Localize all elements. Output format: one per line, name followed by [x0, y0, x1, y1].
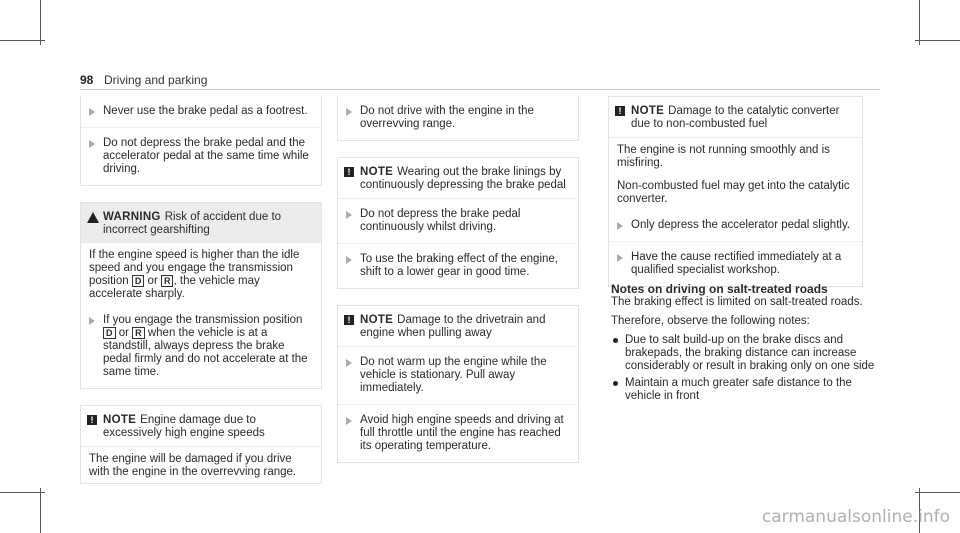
crop-mark — [0, 40, 45, 41]
list-item: Do not depress the brake pedal continuously whilst driving. — [338, 199, 578, 243]
section-title: Driving and parking — [104, 73, 208, 87]
list-item: Do not warm up the engine while the vehicle is stationary. Pull away immediately. — [338, 347, 578, 404]
list-item: Due to salt build-up on the brake discs and brakepads, the braking distance can increase considerably or result in braking only on one side — [611, 334, 876, 373]
paragraph: Therefore, observe the following notes: — [611, 315, 810, 327]
header-divider — [80, 89, 880, 90]
arrow-bullet-icon — [346, 108, 352, 116]
gear-d-symbol: D — [132, 275, 145, 287]
gear-r-symbol: R — [132, 327, 145, 339]
list-item: Have the cause rectified immediately at a qualified specialist workshop. — [609, 241, 862, 286]
arrow-bullet-icon — [346, 417, 352, 425]
list-item: Do not drive with the engine in the overrevving range. — [338, 96, 578, 140]
arrow-bullet-icon — [617, 254, 623, 262]
crop-mark — [40, 488, 41, 533]
crop-mark — [915, 40, 960, 41]
paragraph: The braking effect is limited on salt-treated roads. — [611, 296, 863, 308]
note-header: ! NOTE Damage to the catalytic converter due to non-combusted fuel — [609, 97, 862, 138]
warning-body: If the engine speed is higher than the idle speed and you engage the transmission position D or R , the vehicle may accelerate sharply. — [89, 249, 300, 300]
list-item: Maintain a much greater safe distance to the vehicle in front — [611, 377, 876, 403]
list-item: Never use the brake pedal as a footrest. — [81, 96, 321, 127]
exclamation-icon: ! — [615, 106, 625, 116]
note-box — [337, 305, 579, 463]
arrow-bullet-icon — [617, 222, 623, 230]
bullet-dot-icon — [613, 338, 618, 343]
note-header: ! NOTE Wearing out the brake linings by continuously depressing the brake pedal — [338, 158, 578, 199]
bullet-dot-icon — [613, 381, 618, 386]
warning-header: WARNING Risk of accident due to incorrect gearshifting — [81, 203, 321, 243]
watermark: carmanualsonline.info — [761, 507, 950, 527]
exclamation-icon: ! — [87, 415, 97, 425]
arrow-bullet-icon — [346, 211, 352, 219]
note-box — [337, 157, 579, 289]
warning-box — [80, 202, 322, 389]
note-body: The engine will be damaged if you drive with the engine in the overrevving range. — [89, 453, 297, 478]
note-box — [80, 405, 322, 484]
note-box — [608, 96, 863, 287]
section-heading: Notes on driving on salt-treated roads — [611, 282, 828, 296]
page-number: 98 — [80, 73, 94, 87]
list-item: Only depress the accelerator pedal slightly. — [609, 210, 862, 241]
column-2 — [337, 96, 579, 479]
arrow-bullet-icon — [346, 256, 352, 264]
crop-mark — [915, 492, 960, 493]
salt-roads-section — [611, 283, 876, 407]
bullet-box — [80, 96, 322, 186]
list-item: If you engage the transmission position D or R when the vehicle is at a standstill, always depress the brake pedal firmly and do not accelerate at the same time. — [81, 305, 321, 388]
gear-r-symbol: R — [161, 275, 174, 287]
crop-mark — [919, 0, 920, 45]
note-header: ! NOTE Damage to the drivetrain and engine when pulling away — [338, 306, 578, 347]
note-body: Non-combusted fuel may get into the catalytic converter. — [617, 180, 850, 205]
exclamation-icon: ! — [344, 315, 354, 325]
list-item: Do not depress the brake pedal and the accelerator pedal at the same time while driving. — [81, 127, 321, 185]
list-item: Avoid high engine speeds and driving at full throttle until the engine has reached its operating temperature. — [338, 404, 578, 462]
arrow-bullet-icon — [89, 108, 95, 116]
column-3 — [608, 96, 863, 303]
crop-mark — [0, 492, 45, 493]
list-item: To use the braking effect of the engine, shift to a lower gear in good time. — [338, 243, 578, 288]
note-header: ! NOTE Engine damage due to excessively high engine speeds — [81, 406, 321, 447]
exclamation-icon: ! — [344, 167, 354, 177]
arrow-bullet-icon — [346, 359, 352, 367]
column-1 — [80, 96, 322, 500]
note-body: The engine is not running smoothly and is misfiring. — [617, 144, 830, 169]
warning-icon — [87, 212, 99, 223]
bullet-box — [337, 96, 579, 141]
crop-mark — [40, 0, 41, 45]
arrow-bullet-icon — [89, 317, 95, 325]
notes-list — [611, 334, 876, 403]
gear-d-symbol: D — [103, 327, 116, 339]
arrow-bullet-icon — [89, 140, 95, 148]
